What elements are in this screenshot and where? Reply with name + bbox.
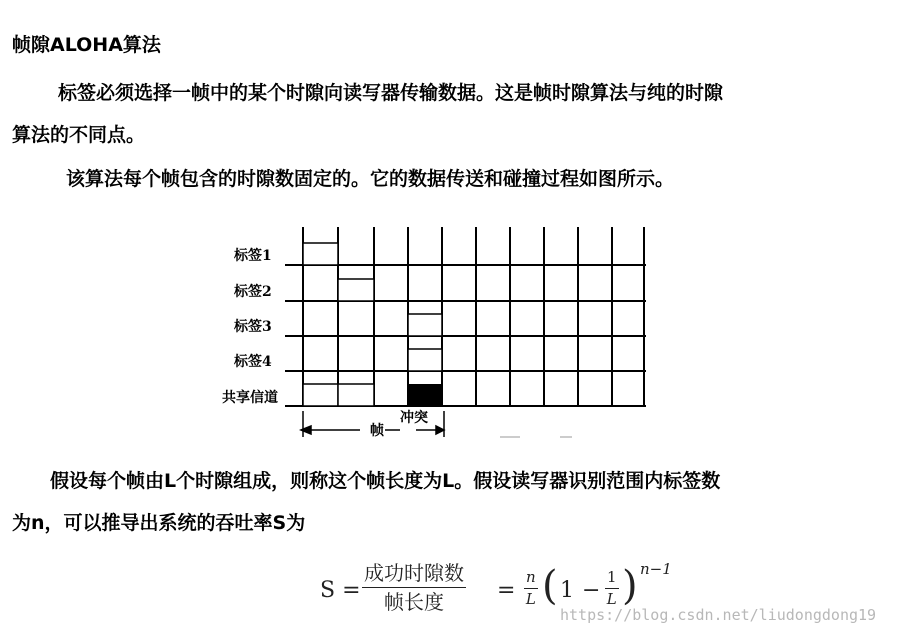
watermark: https://blog.csdn.net/liudongdong19 bbox=[560, 606, 877, 624]
paragraph-2: 该算法每个帧包含的时隙数固定的。它的数据传送和碰撞过程如图所示。 bbox=[66, 168, 675, 190]
collision-block bbox=[408, 384, 442, 406]
row-label-tag2: 标签2 bbox=[234, 284, 272, 300]
collision-label: 冲突 bbox=[400, 410, 428, 426]
tag3-packet bbox=[408, 314, 442, 336]
formula-one-numerator: 1 bbox=[605, 568, 619, 589]
formula-l-denominator: L bbox=[606, 590, 617, 608]
formula-n-over-l bbox=[524, 568, 538, 609]
formula-one-over-l bbox=[605, 568, 619, 609]
tag2-packet bbox=[338, 279, 374, 301]
row-label-tag4: 标签4 bbox=[234, 354, 272, 370]
paragraph-1-line-2: 算法的不同点。 bbox=[12, 124, 146, 146]
formula-close-paren: ) bbox=[622, 563, 638, 609]
formula-numerator: 成功时隙数 bbox=[362, 560, 466, 588]
paragraph-1-line-1: 标签必须选择一帧中的某个时隙向读写器传输数据。这是帧时隙算法与纯的时隙 bbox=[58, 82, 724, 104]
formula-equals: = bbox=[497, 578, 516, 603]
frame-label: 帧 bbox=[370, 423, 384, 439]
page-title: 帧隙ALOHA算法 bbox=[12, 34, 161, 56]
paragraph-3-line-1: 假设每个帧由L个时隙组成，则称这个帧长度为L。假设读写器识别范围内标签数 bbox=[50, 470, 721, 492]
channel-packet-2 bbox=[338, 384, 374, 406]
formula-l: L bbox=[525, 590, 536, 608]
paragraph-3-line-2: 为n，可以推导出系统的吞吐率S为 bbox=[12, 512, 306, 534]
frame-slot-diagram bbox=[210, 215, 660, 450]
formula-lhs: S = bbox=[320, 578, 361, 603]
formula-n: n bbox=[524, 568, 538, 589]
formula-one: 1 bbox=[560, 578, 574, 603]
tag1-packet bbox=[303, 243, 338, 265]
row-label-channel: 共享信道 bbox=[222, 390, 278, 406]
formula-exponent: n−1 bbox=[640, 560, 672, 578]
formula-denominator: 帧长度 bbox=[384, 590, 444, 614]
row-label-tag3: 标签3 bbox=[234, 319, 272, 335]
formula-main-fraction bbox=[362, 560, 466, 615]
tag4-packet bbox=[408, 349, 442, 371]
collision-arrow bbox=[416, 426, 444, 434]
channel-packet-1 bbox=[303, 384, 338, 406]
row-label-tag1: 标签1 bbox=[234, 248, 272, 264]
slot-gridlines bbox=[303, 227, 644, 407]
formula-minus: − bbox=[582, 578, 601, 603]
formula-open-paren: ( bbox=[542, 563, 558, 609]
